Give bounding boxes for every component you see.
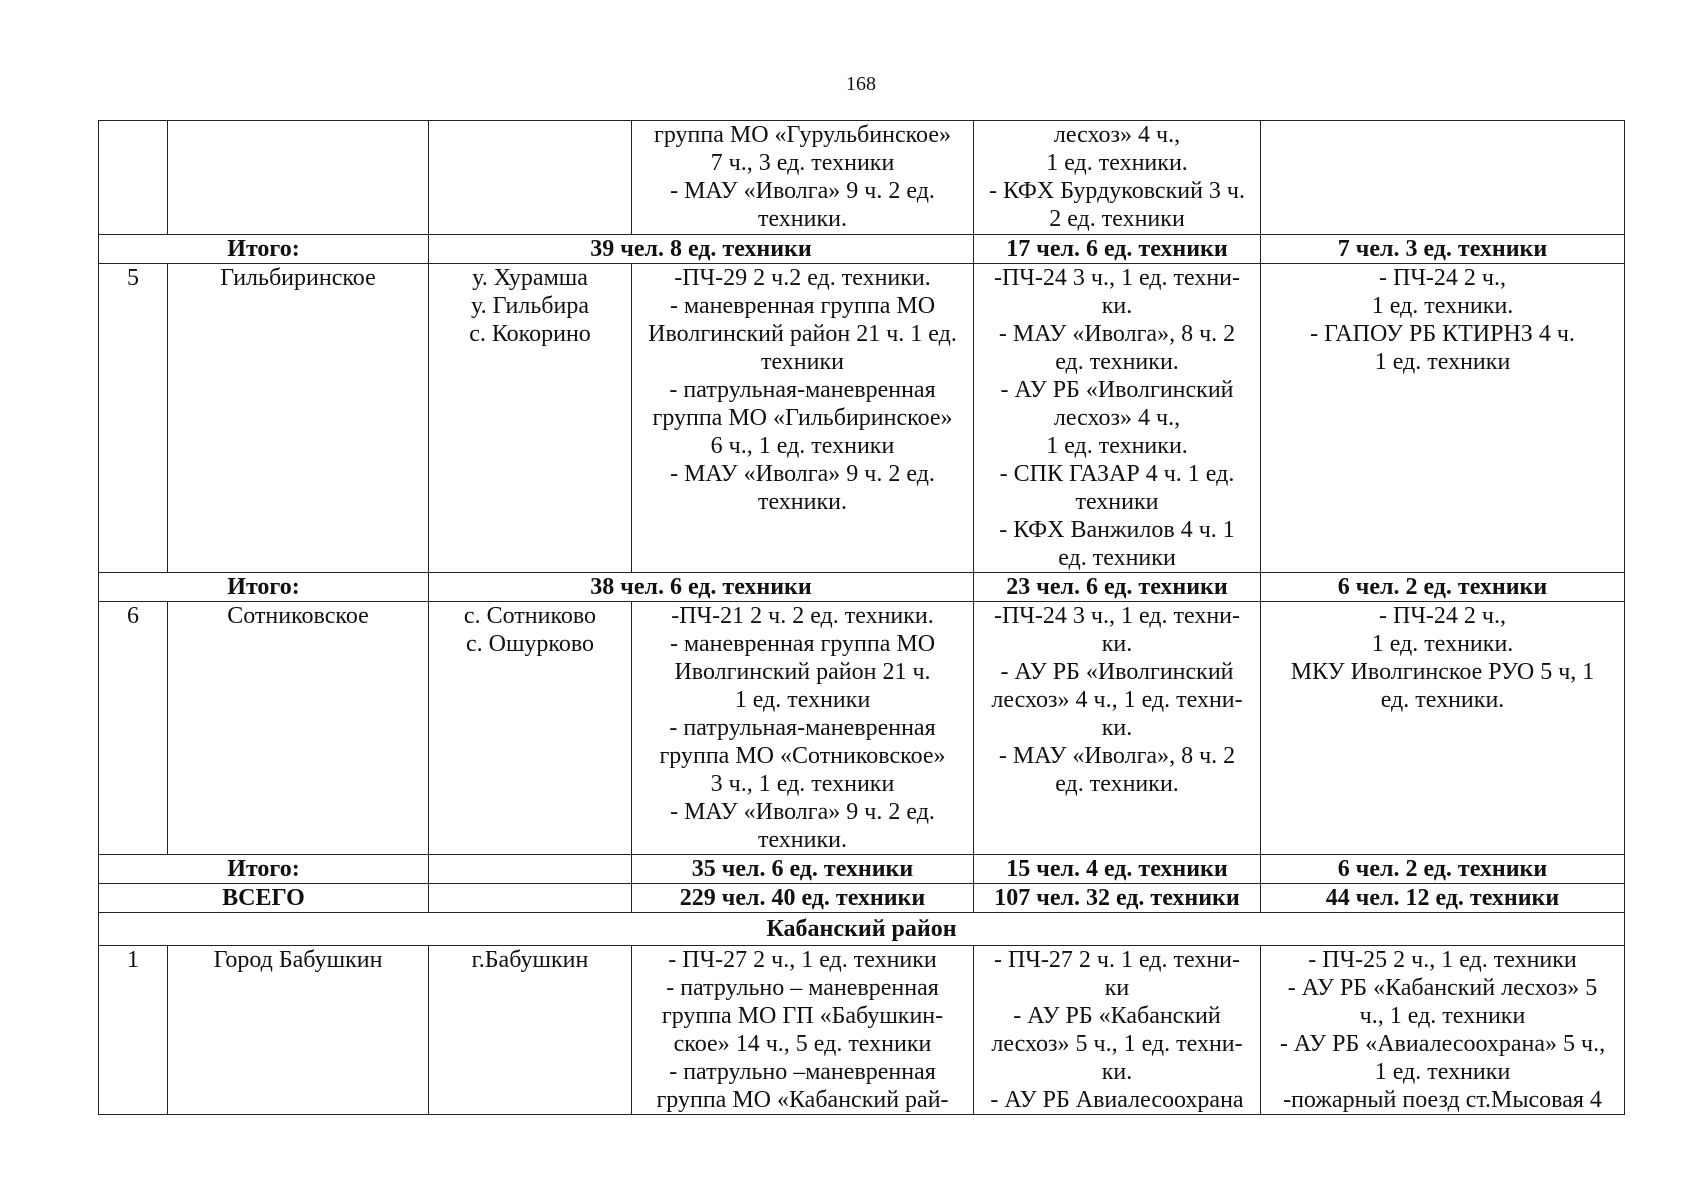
cell-col4: - ПЧ-27 2 ч., 1 ед. техники - патрульно – маневренная группа МО ГП «Бабушкин- ское» 14 ч., 5 ед. техники - патрульно –маневренная группа МО «Кабанский рай- — [632, 946, 974, 1115]
cell-municipality — [168, 121, 429, 235]
subtotal-col34: 38 чел. 6 ед. техники — [429, 573, 974, 602]
grand-total-col4: 229 чел. 40 ед. техники — [632, 884, 974, 913]
subtotal-col6: 6 чел. 2 ед. техники — [1261, 573, 1625, 602]
grand-total-col5: 107 чел. 32 ед. техники — [974, 884, 1261, 913]
district-heading-row — [99, 913, 1625, 946]
page-number: 168 — [846, 73, 876, 95]
subtotal-col6: 6 чел. 2 ед. техники — [1261, 855, 1625, 884]
cell-col4: -ПЧ-21 2 ч. 2 ед. техники. - маневренная группа МО Иволгинский район 21 ч. 1 ед. техники - патрульная-маневренная группа МО «Сотниковское» 3 ч., 1 ед. техники - МАУ «Иволга» 9 ч. 2 ед. техники. — [632, 602, 974, 855]
table-row — [99, 264, 1625, 573]
subtotal-col3 — [429, 855, 632, 884]
cell-localities — [429, 121, 632, 235]
grand-total-col3 — [429, 884, 632, 913]
cell-col5: -ПЧ-24 3 ч., 1 ед. техни- ки. - АУ РБ «Иволгинский лесхоз» 4 ч., 1 ед. техни- ки. - МАУ «Иволга», 8 ч. 2 ед. техники. — [974, 602, 1261, 855]
cell-number: 6 — [99, 602, 168, 855]
cell-localities: г.Бабушкин — [429, 946, 632, 1115]
cell-number: 5 — [99, 264, 168, 573]
cell-localities: у. Хурамша у. Гильбира с. Кокорино — [429, 264, 632, 573]
cell-municipality: Гильбиринское — [168, 264, 429, 573]
cell-col6: - ПЧ-24 2 ч., 1 ед. техники. - ГАПОУ РБ КТИРНЗ 4 ч. 1 ед. техники — [1261, 264, 1625, 573]
district-heading: Кабанский район — [99, 913, 1625, 946]
cell-col5: -ПЧ-24 3 ч., 1 ед. техни- ки. - МАУ «Иволга», 8 ч. 2 ед. техники. - АУ РБ «Иволгинский лесхоз» 4 ч., 1 ед. техники. - СПК ГАЗАР 4 ч. 1 ед. техники - КФХ Ванжилов 4 ч. 1 ед. техники — [974, 264, 1261, 573]
table-row — [99, 602, 1625, 855]
subtotal-col5: 17 чел. 6 ед. техники — [974, 235, 1261, 264]
subtotal-col5: 15 чел. 4 ед. техники — [974, 855, 1261, 884]
cell-municipality: Сотниковское — [168, 602, 429, 855]
grand-total-label: ВСЕГО — [99, 884, 429, 913]
cell-number: 1 — [99, 946, 168, 1115]
subtotal-label: Итого: — [99, 573, 429, 602]
subtotal-row — [99, 235, 1625, 264]
grand-total-row — [99, 884, 1625, 913]
grand-total-col6: 44 чел. 12 ед. техники — [1261, 884, 1625, 913]
subtotal-col5: 23 чел. 6 ед. техники — [974, 573, 1261, 602]
forces-table — [98, 120, 1625, 1115]
cell-col4: -ПЧ-29 2 ч.2 ед. техники. - маневренная группа МО Иволгинский район 21 ч. 1 ед. техники - патрульная-маневренная группа МО «Гильбиринское» 6 ч., 1 ед. техники - МАУ «Иволга» 9 ч. 2 ед. техники. — [632, 264, 974, 573]
cell-localities: с. Сотниково с. Ошурково — [429, 602, 632, 855]
cell-col6: - ПЧ-25 2 ч., 1 ед. техники - АУ РБ «Кабанский лесхоз» 5 ч., 1 ед. техники - АУ РБ «Авиалесоохрана» 5 ч., 1 ед. техники -пожарный поезд ст.Мысовая 4 — [1261, 946, 1625, 1115]
subtotal-row — [99, 855, 1625, 884]
cell-col6 — [1261, 121, 1625, 235]
table-row — [99, 121, 1625, 235]
cell-col4: группа МО «Гурульбинское» 7 ч., 3 ед. техники - МАУ «Иволга» 9 ч. 2 ед. техники. — [632, 121, 974, 235]
subtotal-label: Итого: — [99, 855, 429, 884]
cell-col5: - ПЧ-27 2 ч. 1 ед. техни- ки - АУ РБ «Кабанский лесхоз» 5 ч., 1 ед. техни- ки. - АУ РБ Авиалесоохрана — [974, 946, 1261, 1115]
cell-municipality: Город Бабушкин — [168, 946, 429, 1115]
cell-col5: лесхоз» 4 ч., 1 ед. техники. - КФХ Бурдуковский 3 ч. 2 ед. техники — [974, 121, 1261, 235]
subtotal-col4: 35 чел. 6 ед. техники — [632, 855, 974, 884]
subtotal-col6: 7 чел. 3 ед. техники — [1261, 235, 1625, 264]
subtotal-label: Итого: — [99, 235, 429, 264]
table-row — [99, 946, 1625, 1115]
cell-number — [99, 121, 168, 235]
subtotal-row — [99, 573, 1625, 602]
subtotal-col34: 39 чел. 8 ед. техники — [429, 235, 974, 264]
cell-col6: - ПЧ-24 2 ч., 1 ед. техники. МКУ Иволгинское РУО 5 ч, 1 ед. техники. — [1261, 602, 1625, 855]
